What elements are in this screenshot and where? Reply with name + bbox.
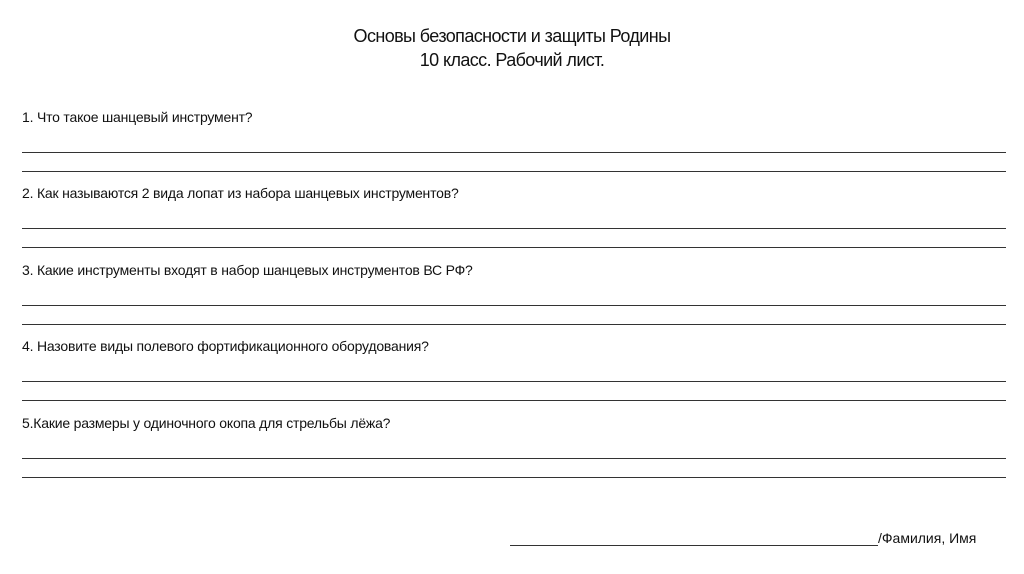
signature-label: /Фамилия, Имя: [878, 530, 977, 546]
answer-line[interactable]: [22, 152, 1006, 153]
question-2: 2. Как называются 2 вида лопат из набора шанцевых инструментов?: [22, 185, 459, 201]
answer-line[interactable]: [22, 171, 1006, 172]
page-title: Основы безопасности и защиты Родины: [353, 26, 671, 46]
question-5: 5.Какие размеры у одиночного окопа для стрельбы лёжа?: [22, 415, 391, 431]
question-3: 3. Какие инструменты входят в набор шанцевых инструментов ВС РФ?: [22, 262, 473, 278]
question-4: 4. Назовите виды полевого фортификационного оборудования?: [22, 338, 429, 354]
answer-line[interactable]: [22, 324, 1006, 325]
answer-line[interactable]: [22, 305, 1006, 306]
question-1: 1. Что такое шанцевый инструмент?: [22, 109, 253, 125]
answer-line[interactable]: [22, 381, 1006, 382]
page-subtitle: 10 класс. Рабочий лист.: [419, 50, 605, 70]
answer-line[interactable]: [22, 228, 1006, 229]
answer-line[interactable]: [22, 400, 1006, 401]
answer-line[interactable]: [22, 458, 1006, 459]
signature-line[interactable]: [510, 545, 878, 546]
answer-line[interactable]: [22, 477, 1006, 478]
answer-line[interactable]: [22, 247, 1006, 248]
